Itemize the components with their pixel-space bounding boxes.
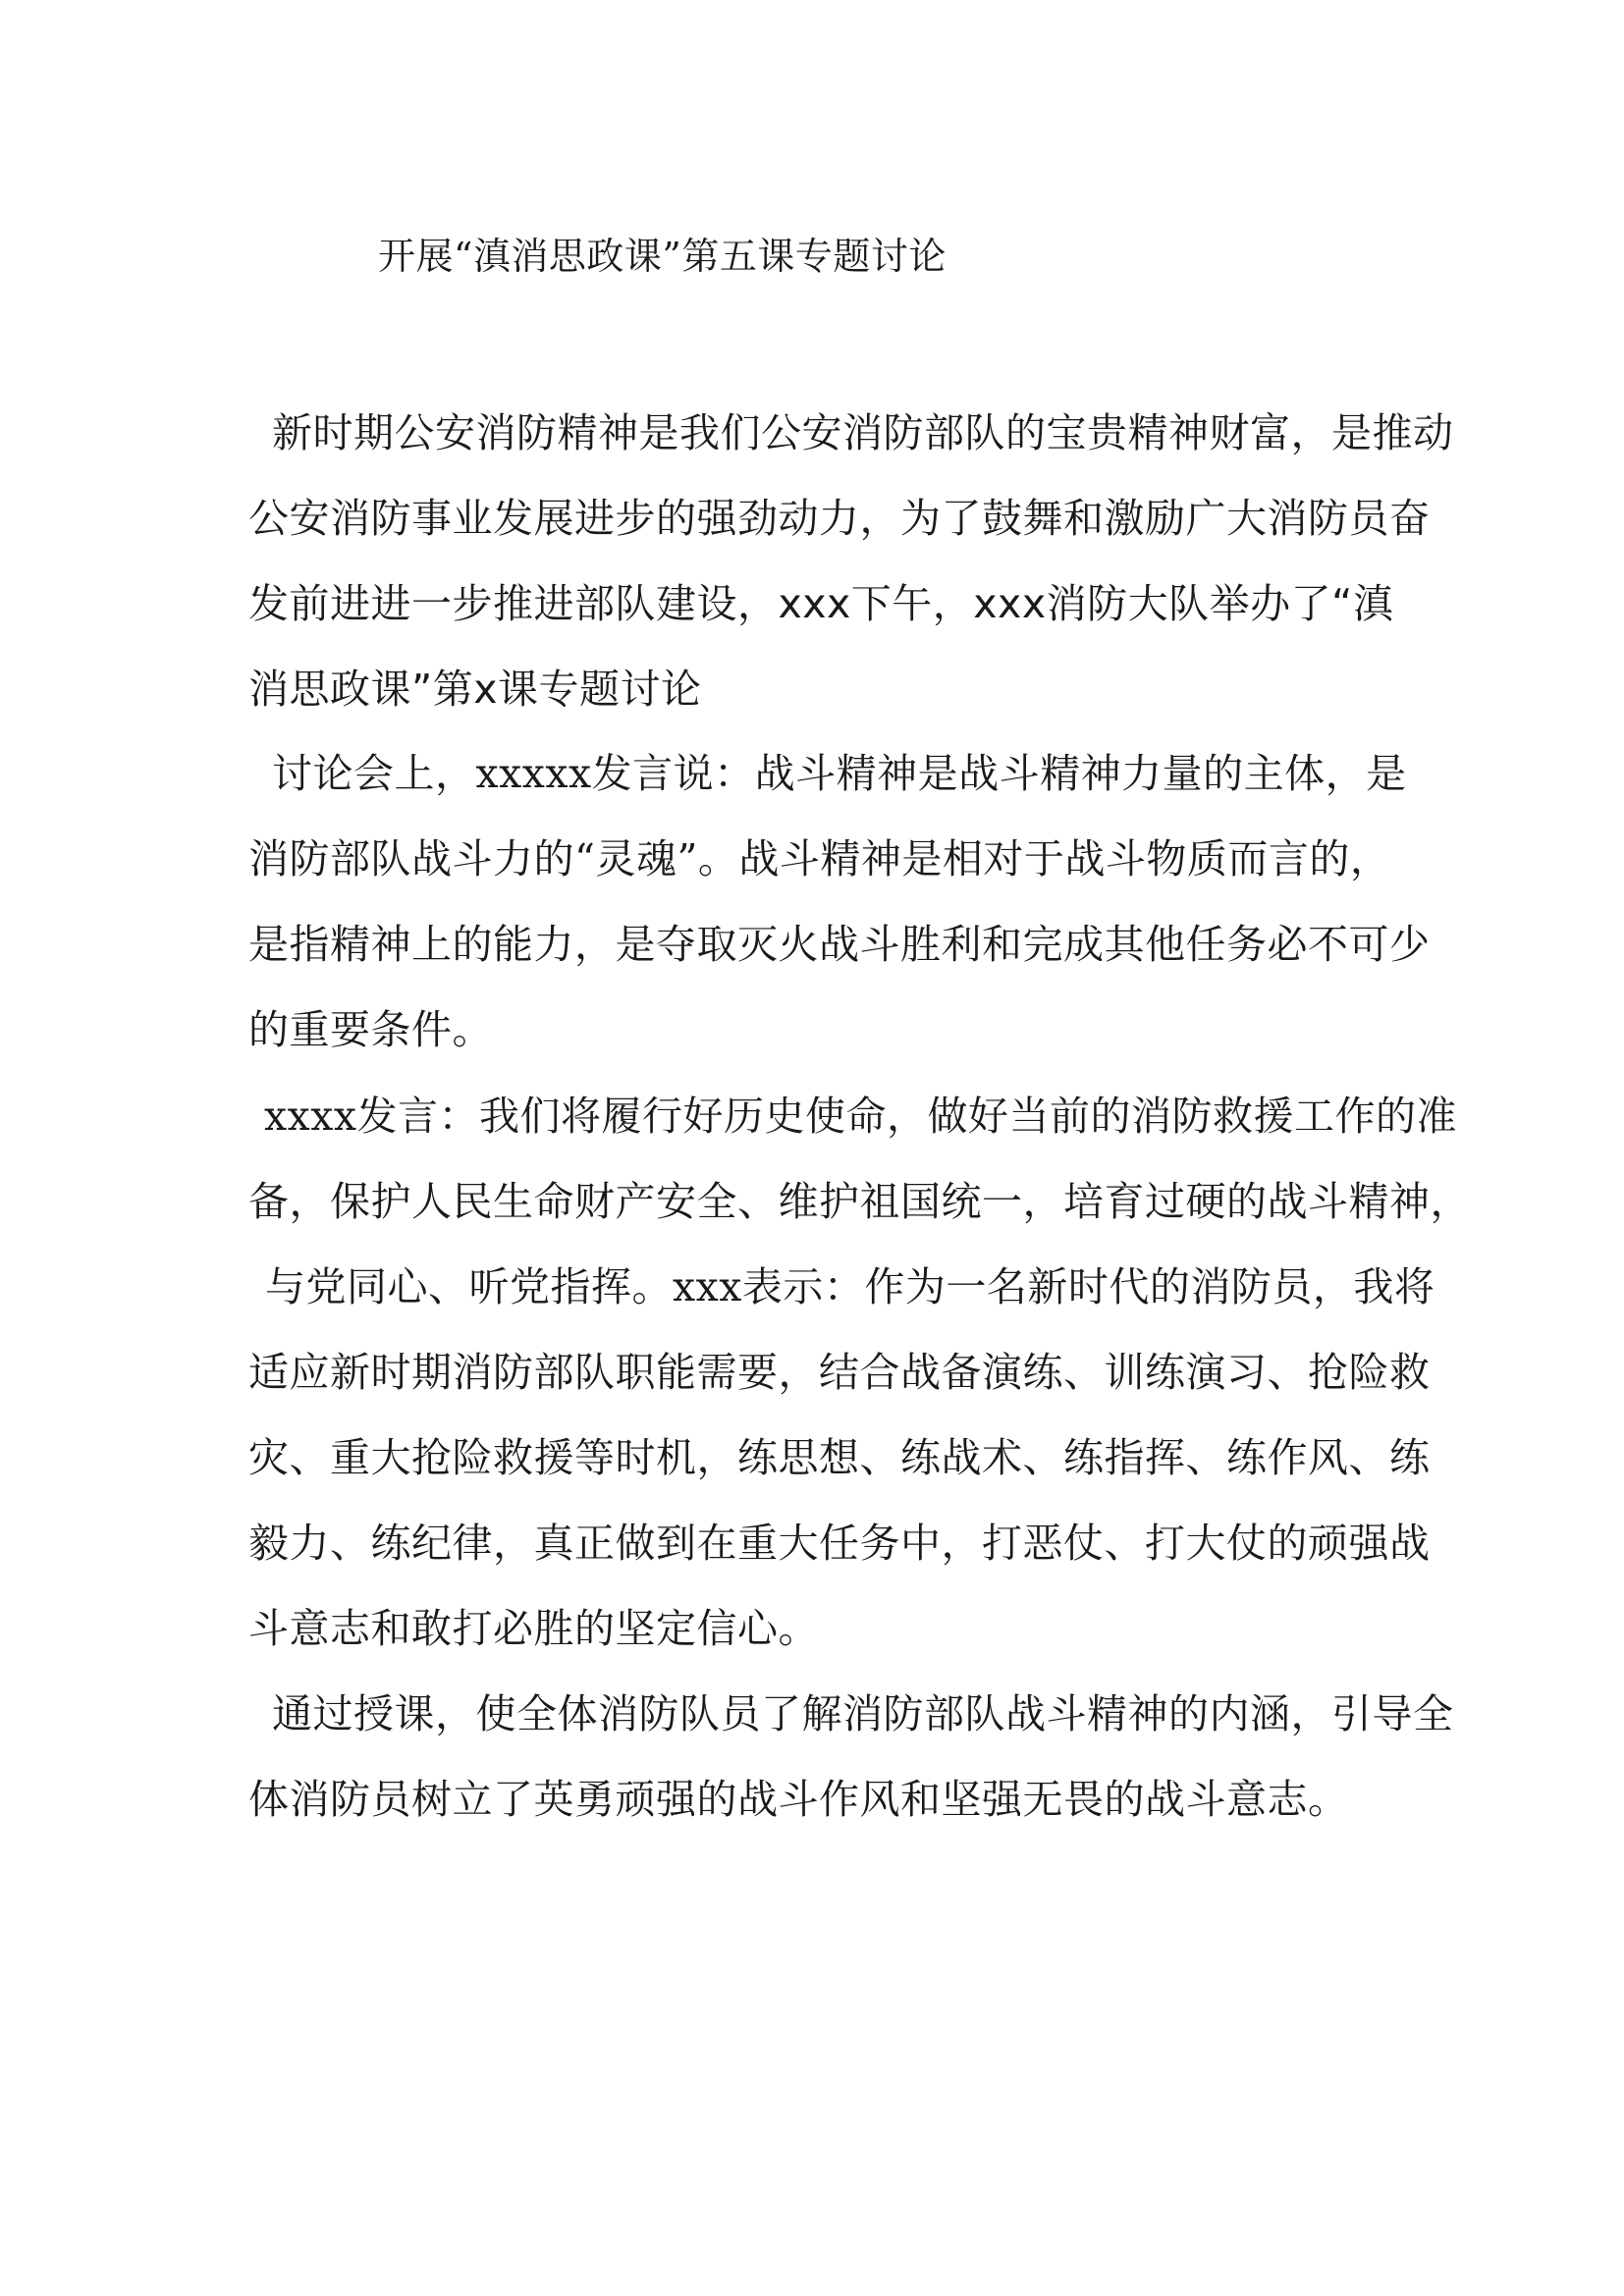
paragraph-2-line-2: 消防部队战斗力的“灵魂”。战斗精神是相对于战斗物质而言的， xyxy=(248,835,1391,882)
paragraph-3-line-7: 斗意志和敢打必胜的坚定信心。 xyxy=(248,1605,819,1652)
document-title: 开展“滇消思政课”第五课专题讨论 xyxy=(378,235,947,278)
paragraph-3-line-6: 毅力、练纪律，真正做到在重大任务中，打恶仗、打大仗的顽强战 xyxy=(248,1520,1431,1567)
paragraph-2-line-4: 的重要条件。 xyxy=(248,1006,493,1053)
paragraph-1-line-4: 消思政课”第x课专题讨论 xyxy=(248,666,702,713)
paragraph-1-line-1: 新时期公安消防精神是我们公安消防部队的宝贵精神财富，是推动 xyxy=(272,409,1454,456)
paragraph-2-line-1: 讨论会上，xxxxx发言说：战斗精神是战斗精神力量的主体，是 xyxy=(272,750,1407,797)
paragraph-2-line-3: 是指精神上的能力，是夺取灭火战斗胜利和完成其他任务必不可少 xyxy=(248,921,1431,968)
paragraph-3-line-3: 与党同心、听党指挥。xxx表示：作为一名新时代的消防员，我将 xyxy=(265,1263,1435,1310)
paragraph-3-line-2: 备，保护人民生命财产安全、维护祖国统一，培育过硬的战斗精神， xyxy=(248,1178,1471,1225)
paragraph-4-line-1: 通过授课，使全体消防队员了解消防部队战斗精神的内涵，引导全 xyxy=(272,1690,1454,1737)
paragraph-1-line-2: 公安消防事业发展进步的强劲动力，为了鼓舞和激励广大消防员奋 xyxy=(248,495,1431,542)
paragraph-1-line-3: 发前进进一步推进部队建设，xxx下午，xxx消防大队举办了“滇 xyxy=(248,580,1394,627)
paragraph-4-line-2: 体消防员树立了英勇顽强的战斗作风和坚强无畏的战斗意志。 xyxy=(248,1776,1349,1823)
paragraph-3-line-4: 适应新时期消防部队职能需要，结合战备演练、训练演习、抢险救 xyxy=(248,1349,1431,1396)
paragraph-3-line-1: xxxx发言：我们将履行好历史使命，做好当前的消防救援工作的准 xyxy=(264,1093,1457,1140)
paragraph-3-line-5: 灾、重大抢险救援等时机，练思想、练战术、练指挥、练作风、练 xyxy=(248,1434,1431,1481)
